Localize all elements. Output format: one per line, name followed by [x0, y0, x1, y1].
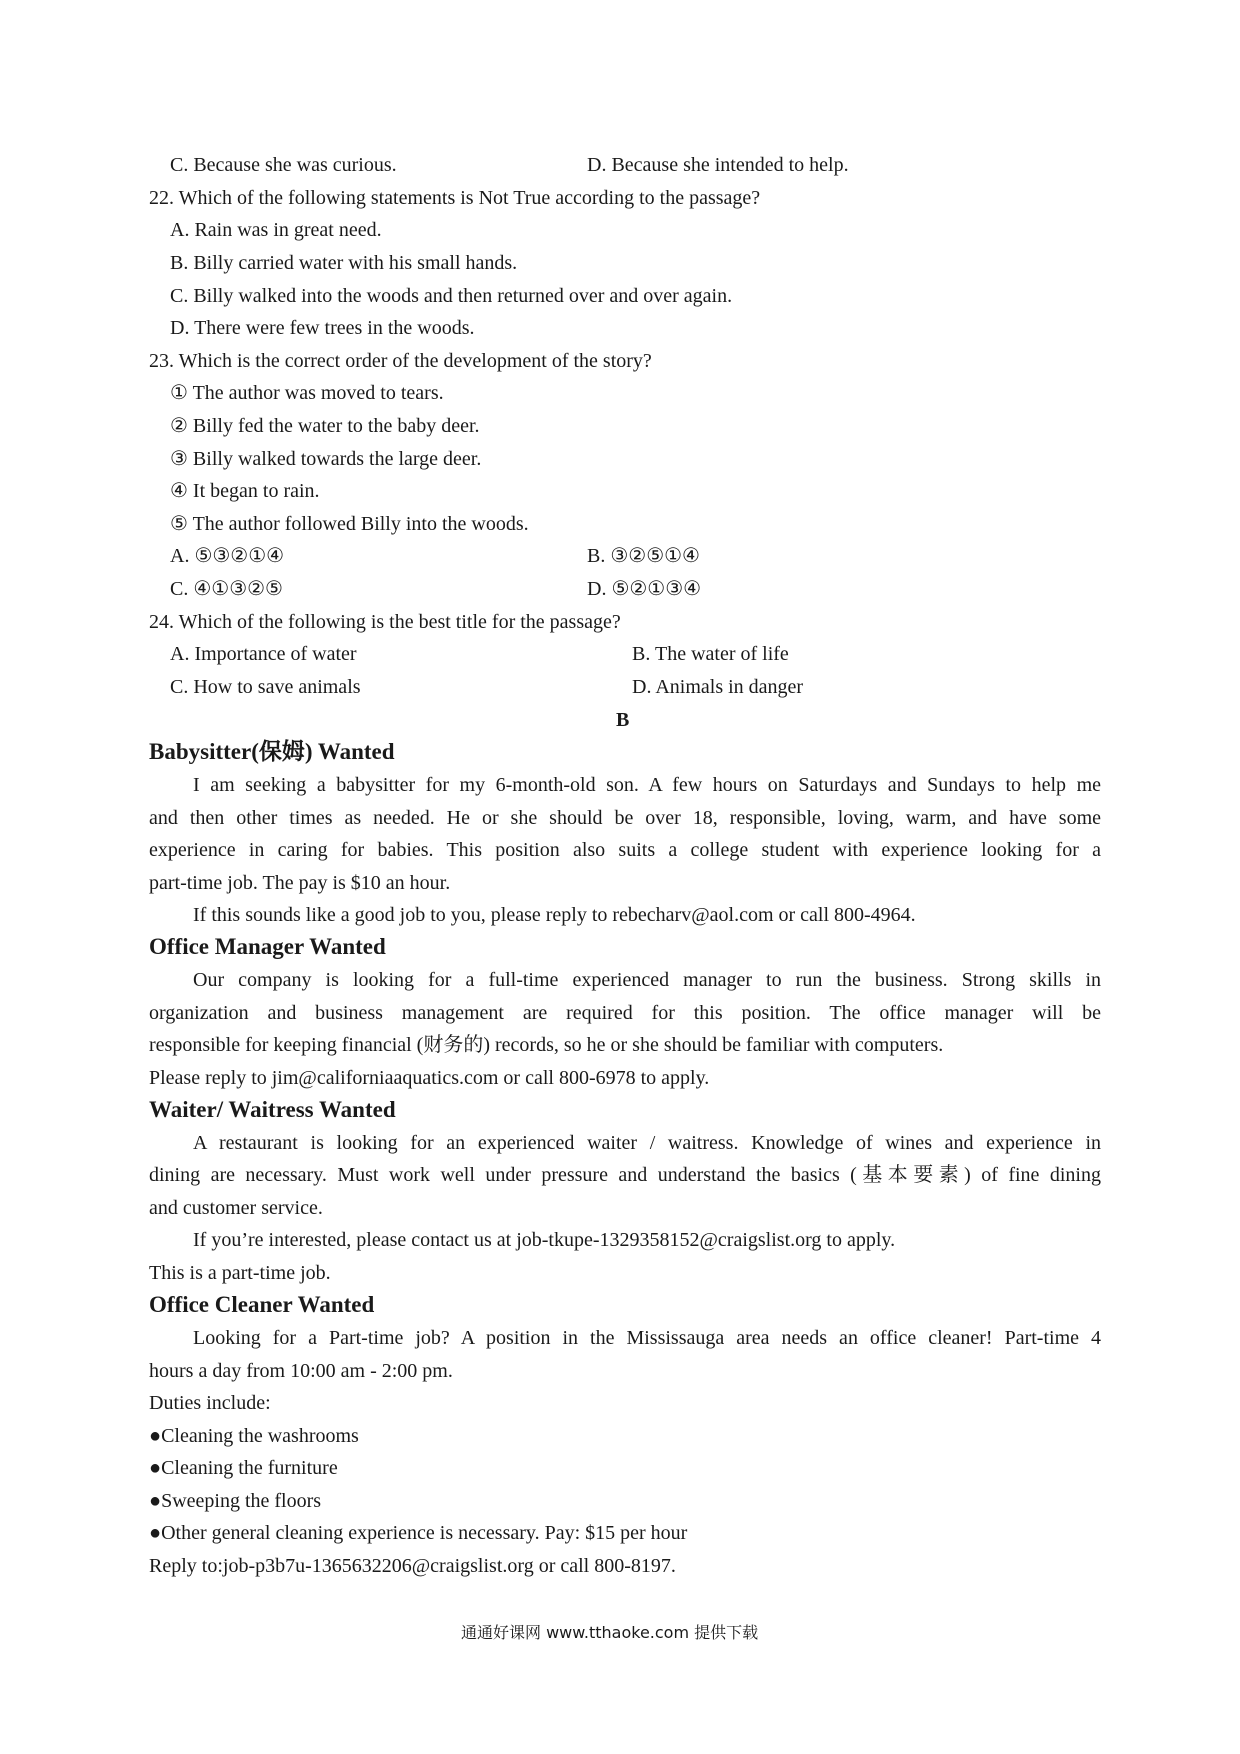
duties-label: Duties include:: [149, 1392, 271, 1414]
office-manager-text-line: Our company is looking for a full-time experienced manager to run the business. Strong skills in: [193, 969, 1101, 991]
waiter-text-line: dining are necessary. Must work well under pressure and understand the basics (基本要素) of fine dining: [149, 1164, 1101, 1186]
babysitter-heading: Babysitter(保姆) Wanted: [149, 739, 395, 764]
section-b-label: B: [616, 709, 630, 731]
babysitter-text-line: experience in caring for babies. This position also suits a college student with experience looking for a: [149, 839, 1101, 861]
office-cleaner-heading: Office Cleaner Wanted: [149, 1292, 375, 1317]
babysitter-text-line: part-time job. The pay is $10 an hour.: [149, 872, 451, 894]
waiter-note: This is a part-time job.: [149, 1262, 331, 1284]
q23-option-d: D. ⑤②①③④: [587, 578, 702, 600]
q23-event: ① The author was moved to tears.: [170, 382, 444, 404]
waiter-text-line: A restaurant is looking for an experienced waiter / waitress. Knowledge of wines and experience in: [193, 1132, 1101, 1154]
babysitter-text-line: I am seeking a babysitter for my 6-month-old son. A few hours on Saturdays and Sundays to help me: [193, 774, 1101, 796]
babysitter-contact: If this sounds like a good job to you, please reply to rebecharv@aol.com or call 800-4964.: [193, 904, 916, 926]
waiter-contact: If you’re interested, please contact us at job-tkupe-1329358152@craigslist.org to apply.: [193, 1229, 896, 1251]
office-manager-contact: Please reply to jim@californiaaquatics.com or call 800-6978 to apply.: [149, 1067, 710, 1089]
q23-option-b: B. ③②⑤①④: [587, 545, 700, 567]
q22-option-d: D. There were few trees in the woods.: [170, 317, 475, 339]
office-cleaner-text-line: Looking for a Part-time job? A position in the Mississauga area needs an office cleaner! Part-time 4: [193, 1327, 1101, 1349]
duty-item: ●Cleaning the furniture: [149, 1457, 338, 1479]
office-manager-heading: Office Manager Wanted: [149, 934, 386, 959]
q24-option-d: D. Animals in danger: [632, 676, 804, 698]
q23-stem: 23. Which is the correct order of the development of the story?: [149, 350, 652, 372]
q22-option-c: C. Billy walked into the woods and then returned over and over again.: [170, 285, 733, 307]
q23-option-c: C. ④①③②⑤: [170, 578, 283, 600]
q22-stem: 22. Which of the following statements is Not True according to the passage?: [149, 187, 761, 209]
duty-item: ●Cleaning the washrooms: [149, 1425, 359, 1447]
q23-event: ⑤ The author followed Billy into the woods.: [170, 513, 529, 535]
office-cleaner-contact: Reply to:job-p3b7u-1365632206@craigslist.org or call 800-8197.: [149, 1555, 676, 1577]
q24-stem: 24. Which of the following is the best title for the passage?: [149, 611, 621, 633]
q23-event: ③ Billy walked towards the large deer.: [170, 448, 482, 470]
office-manager-text-line: responsible for keeping financial (财务的) records, so he or she should be familiar with computers.: [149, 1034, 944, 1056]
office-manager-text-line: organization and business management are required for this position. The office manager will be: [149, 1002, 1101, 1024]
q23-event: ② Billy fed the water to the baby deer.: [170, 415, 480, 437]
page-footer: 通通好课网 www.tthaoke.com 提供下载: [461, 1623, 759, 1642]
q24-option-b: B. The water of life: [632, 643, 789, 665]
q24-option-a: A. Importance of water: [170, 643, 357, 665]
q22-option-a: A. Rain was in great need.: [170, 219, 382, 241]
q23-event: ④ It began to rain.: [170, 480, 320, 502]
q21-option-d: D. Because she intended to help.: [587, 154, 849, 176]
waiter-heading: Waiter/ Waitress Wanted: [149, 1097, 396, 1122]
q21-option-c: C. Because she was curious.: [170, 154, 397, 176]
q24-option-c: C. How to save animals: [170, 676, 361, 698]
duty-item: ●Other general cleaning experience is necessary. Pay: $15 per hour: [149, 1522, 688, 1544]
waiter-text-line: and customer service.: [149, 1197, 323, 1219]
office-cleaner-text-line: hours a day from 10:00 am - 2:00 pm.: [149, 1360, 453, 1382]
q22-option-b: B. Billy carried water with his small hands.: [170, 252, 518, 274]
duty-item: ●Sweeping the floors: [149, 1490, 322, 1512]
babysitter-text-line: and then other times as needed. He or she should be over 18, responsible, loving, warm, and have some: [149, 807, 1101, 829]
q23-option-a: A. ⑤③②①④: [170, 545, 285, 567]
